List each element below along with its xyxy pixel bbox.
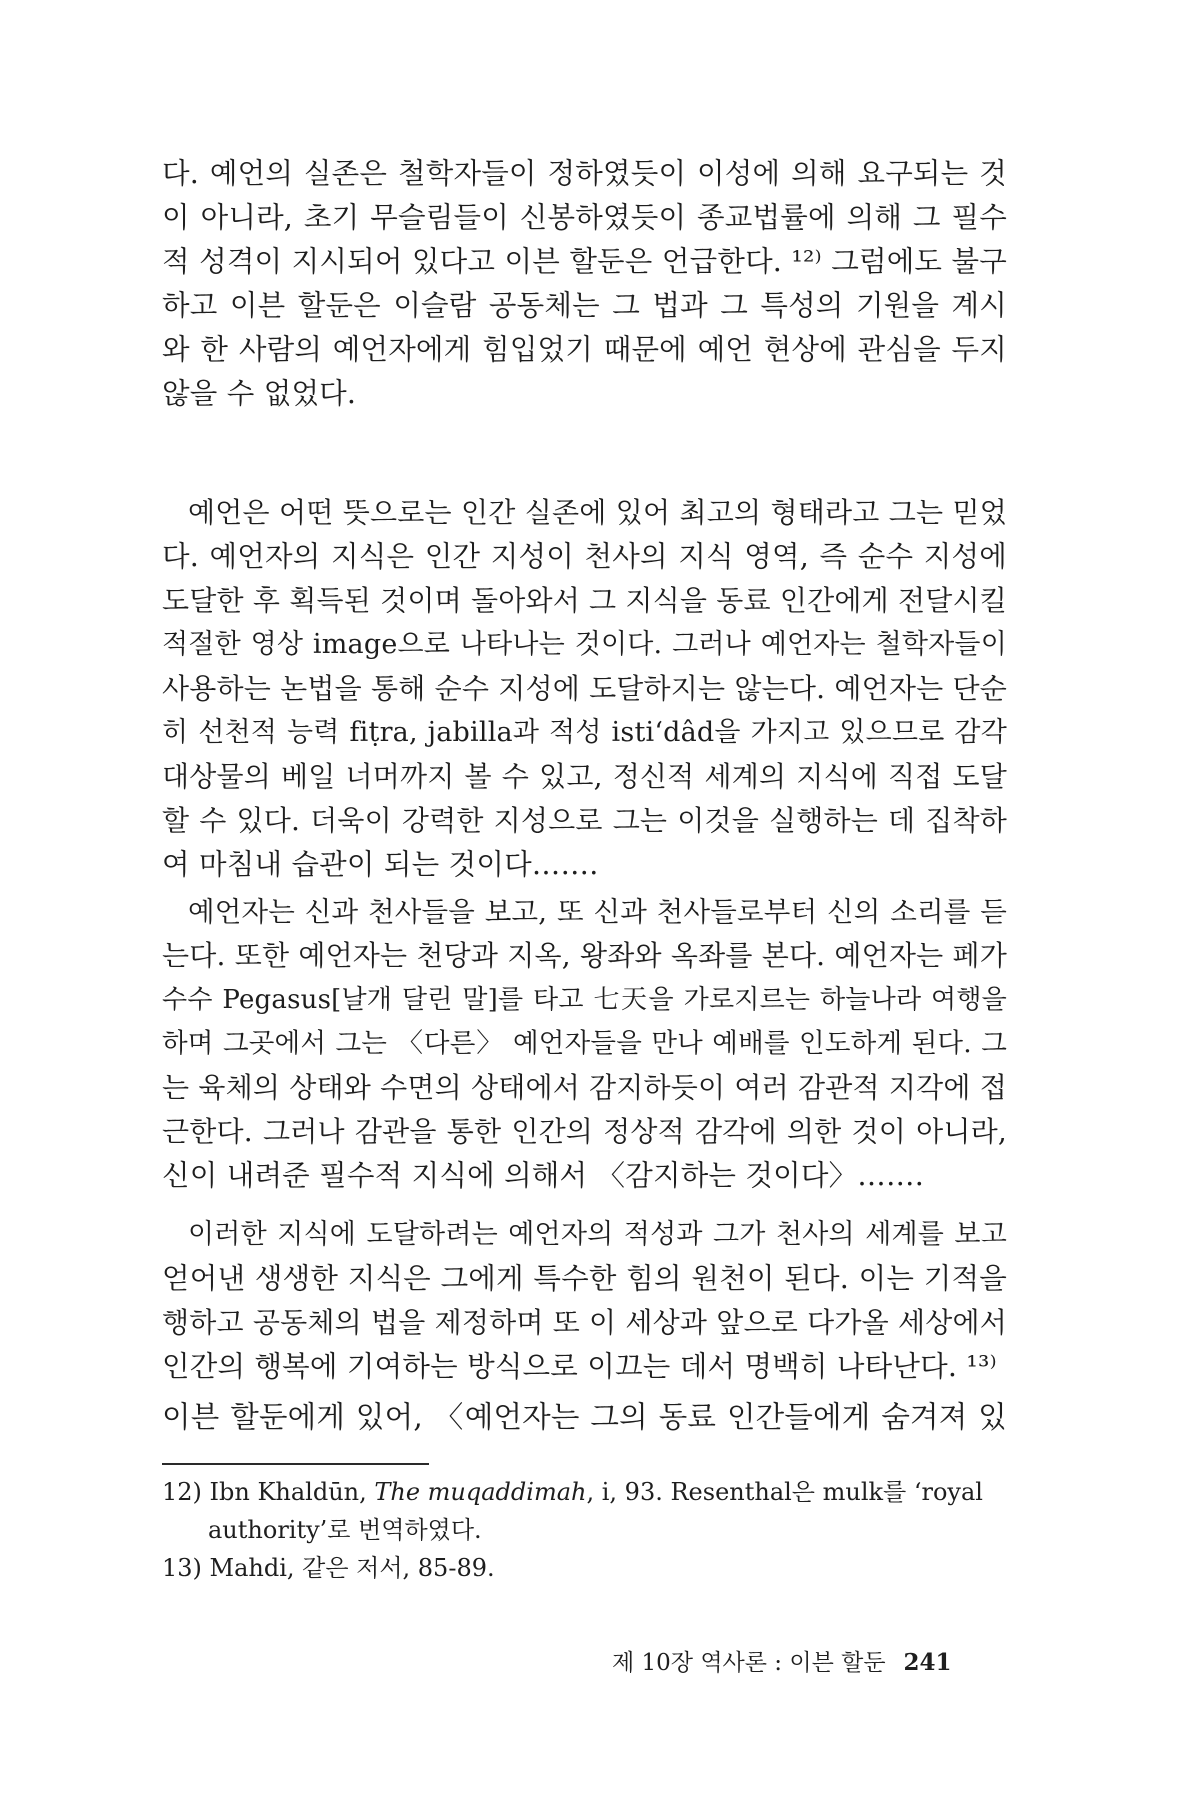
text-line: 얻어낸 생생한 지식은 그에게 특수한 힘의 원천이 된다. 이는 기적을 xyxy=(162,1262,1007,1295)
footnote-12-line-1: 12) Ibn Khaldūn, The muqaddimah, i, 93. Resenthal은 mulk를 ‘royal xyxy=(162,1478,983,1506)
text-line: 이븐 할둔에게 있어, 〈예언자는 그의 동료 인간들에게 숨겨져 있 xyxy=(162,1400,1007,1434)
text-line: 다. 예언의 실존은 철학자들이 정하였듯이 이성에 의해 요구되는 것 xyxy=(162,157,1007,190)
block-quote-paragraph-2 xyxy=(162,890,1007,1198)
text-line: 사용하는 논법을 통해 순수 지성에 도달하지는 않는다. 예언자는 단순 xyxy=(162,672,1007,705)
text-line: 적 성격이 지시되어 있다고 이븐 할둔은 언급한다. ¹²⁾ 그럼에도 불구 xyxy=(162,245,1007,278)
text-line: 할 수 있다. 더욱이 강력한 지성으로 그는 이것을 실행하는 데 집착하 xyxy=(162,804,1007,837)
text-line: 근한다. 그러나 감관을 통한 인간의 정상적 감각에 의한 것이 아니라, xyxy=(162,1115,1007,1148)
text-line: 는 육체의 상태와 수면의 상태에서 감지하듯이 여러 감관적 지각에 접 xyxy=(162,1071,1007,1104)
text-line: 하며 그곳에서 그는 〈다른〉 예언자들을 만나 예배를 인도하게 된다. 그 xyxy=(162,1028,1007,1059)
paragraph-2 xyxy=(162,1395,1007,1439)
text-line: 예언자는 신과 천사들을 보고, 또 신과 천사들로부터 신의 소리를 듣 xyxy=(188,896,1007,928)
text-line: 인간의 행복에 기여하는 방식으로 이끄는 데서 명백히 나타난다. ¹³⁾ xyxy=(162,1350,997,1383)
text-line: 하고 이븐 할둔은 이슬람 공동체는 그 법과 그 특성의 기원을 계시 xyxy=(162,289,1007,322)
text-line: 이러한 지식에 도달하려는 예언자의 적성과 그가 천사의 세계를 보고 xyxy=(188,1219,1007,1250)
footnote-13: 13) Mahdi, 같은 저서, 85-89. xyxy=(162,1554,495,1582)
text-line: 와 한 사람의 예언자에게 힘입었기 때문에 예언 현상에 관심을 두지 xyxy=(162,333,1007,366)
book-title: The muqaddimah xyxy=(374,1478,587,1506)
text-line: 도달한 후 획득된 것이며 돌아와서 그 지식을 동료 인간에게 전달시킬 xyxy=(162,584,1007,617)
footnotes xyxy=(162,1473,1007,1587)
footnote-divider xyxy=(162,1463,429,1465)
chapter-title: 제 10장 역사론 : 이븐 할둔 xyxy=(612,1650,886,1676)
text-line: 않을 수 없었다. xyxy=(162,377,357,410)
block-quote-paragraph-3 xyxy=(162,1213,1007,1389)
text-line: 히 선천적 능력 fiṭra, jabilla과 적성 isti‘dâd을 가지고 있으므로 감각 xyxy=(162,717,1007,748)
text-line: 여 마침내 습관이 되는 것이다……. xyxy=(162,848,599,881)
running-footer xyxy=(612,1648,1012,1678)
text-line: 다. 예언자의 지식은 인간 지성이 천사의 지식 영역, 즉 순수 지성에 xyxy=(162,540,1007,573)
footnote-12-line-2: authority’로 번역하였다. xyxy=(208,1516,482,1544)
text-line: 이 아니라, 초기 무슬림들이 신봉하였듯이 종교법률에 의해 그 필수 xyxy=(162,201,1007,234)
text-line: 예언은 어떤 뜻으로는 인간 실존에 있어 최고의 형태라고 그는 믿었 xyxy=(188,496,1007,529)
text-line: 신이 내려준 필수적 지식에 의해서 〈감지하는 것이다〉……. xyxy=(162,1159,924,1192)
block-quote-paragraph-1 xyxy=(162,491,1007,887)
text-line: 행하고 공동체의 법을 제정하며 또 이 세상과 앞으로 다가올 세상에서 xyxy=(162,1306,1007,1339)
paragraph-1 xyxy=(162,152,1007,416)
text-line: 수수 Pegasus[날개 달린 말]를 타고 七天을 가로지르는 하늘나라 여행을 xyxy=(162,985,1007,1015)
text-line: 적절한 영상 image으로 나타나는 것이다. 그러나 예언자는 철학자들이 xyxy=(162,629,1007,660)
text-line: 는다. 또한 예언자는 천당과 지옥, 왕좌와 옥좌를 본다. 예언자는 페가 xyxy=(162,939,1007,972)
text-line: 대상물의 베일 너머까지 볼 수 있고, 정신적 세계의 지식에 직접 도달 xyxy=(162,760,1007,793)
page-number: 241 xyxy=(903,1649,952,1676)
